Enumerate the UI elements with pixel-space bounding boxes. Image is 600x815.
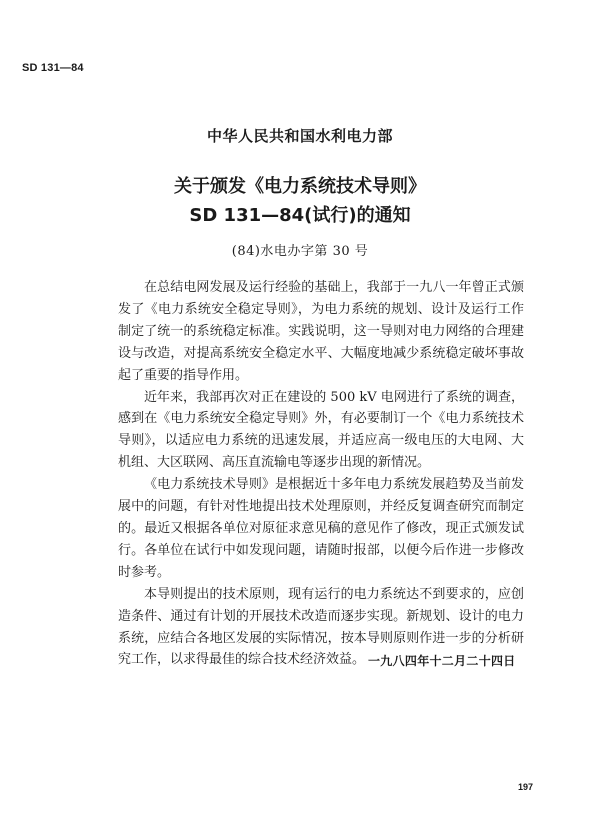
paragraph: 《电力系统技术导则》是根据近十多年电力系统发展趋势及当前发展中的问题，有针对性地提出技术处理原则，并经反复调查研究而制定的。最近又根据各单位对原征求意见稿的意见作了修改，现正式颁发试行。各单位在试行中如发现问题，请随时报部，以便今后作进一步修改时参考。 xyxy=(118,477,524,580)
document-number: (84)水电办字第 30 号 xyxy=(231,244,369,259)
title-line-1: 关于颁发《电力系统技术导则》 xyxy=(174,176,426,197)
paragraph: 近年来，我部再次对正在建设的 500 kV 电网进行了系统的调查，感到在《电力系统安全稳定导则》外，有必要制订一个《电力系统技术导则》，以适应电力系统的迅速发展，并适应高一级电压的大电网、大机组、大区联网、高压直流输电等逐步出现的新情况。 xyxy=(118,389,524,471)
standard-code: SD 131—84 xyxy=(22,62,84,74)
paragraph: 本导则提出的技术原则，现有运行的电力系统达不到要求的，应创造条件、通过有计划的开展技术改造而逐步实现。新规划、设计的电力系统，应结合各地区发展的实际情况，按本导则原则作进一步的分析研究工作，以求得最佳的综合技术经济效益。 xyxy=(118,586,524,668)
issuer: 中华人民共和国水利电力部 xyxy=(206,127,393,145)
body-text xyxy=(118,277,524,671)
title-line-2: SD 131—84(试行)的通知 xyxy=(189,205,411,226)
page-number: 197 xyxy=(518,782,534,792)
issue-date: 一九八四年十二月二十四日 xyxy=(368,654,516,668)
paragraph: 在总结电网发展及运行经验的基础上，我部于一九八一年曾正式颁发了《电力系统安全稳定导则》，为电力系统的规划、设计及运行工作制定了统一的系统稳定标准。实践说明，这一导则对电力网络的合理建设与改造，对提高系统安全稳定水平、大幅度地减少系统稳定破坏事故起了重要的指导作用。 xyxy=(118,280,524,383)
